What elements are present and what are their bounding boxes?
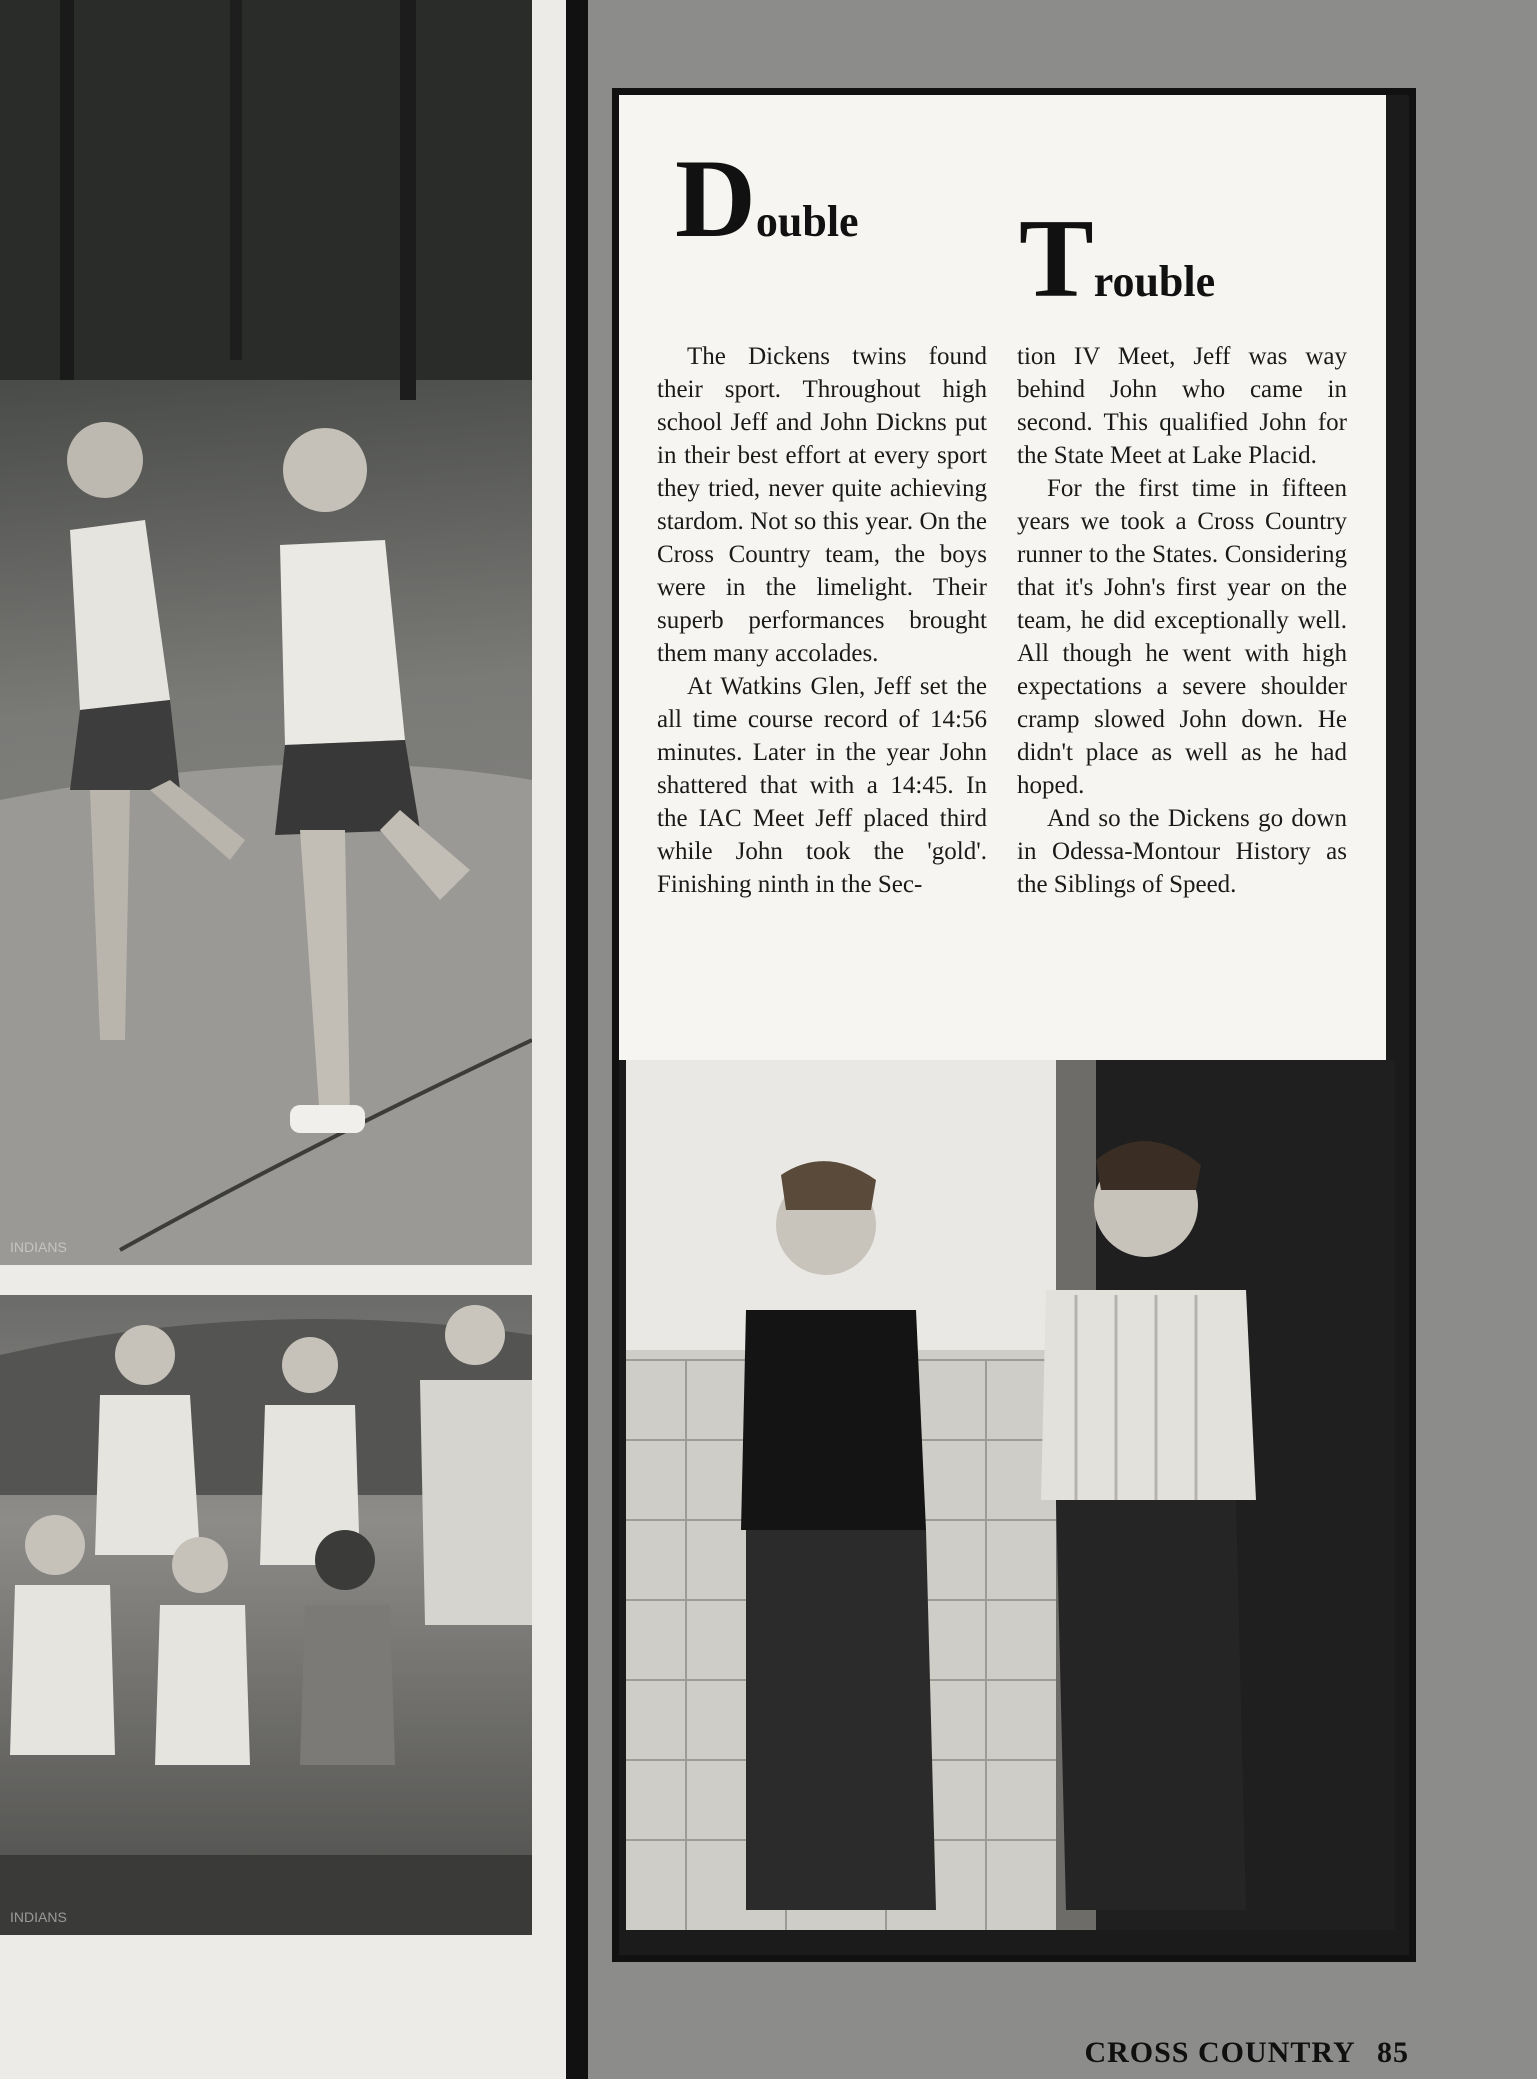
runners-photo [0,0,532,1265]
page-footer [1084,2036,1409,2070]
article-column-2 [1017,340,1347,901]
twins-illustration [626,1060,1395,1930]
team-shirt-text: INDIANS [10,1909,67,1925]
paragraph: The Dickens twins found their sport. Throughout high school Jeff and John Dickns put in their best effort at every sport they tried, never quite achieving stardom. Not so this year. On the Cross Country team, the boys were in the limelight. Their superb performances brought them many accolades. [657,343,987,667]
left-photo-column [0,0,566,2079]
article-column-1 [657,340,987,901]
footer-page-number: 85 [1377,2036,1409,2069]
team-illustration [0,1295,532,1935]
paragraph: tion IV Meet, Jeff was way behind John who came in second. This qualified John for the State Meet at Lake Placid. [1017,343,1347,469]
twins-photo [626,1060,1395,1930]
title-rest-ouble: ouble [755,197,859,246]
paragraph: And so the Dickens go down in Odessa-Montour History as the Siblings of Speed. [1017,805,1347,898]
title-initial-t: T [1019,197,1094,321]
title-initial-d: D [675,137,756,261]
paragraph: At Watkins Glen, Jeff set the all time course record of 14:56 minutes. Later in the year John shattered that with a 14:45. In the IAC Meet Jeff placed third while John took the 'gold'. Finishing ninth in the Sec- [657,673,987,898]
title-rest-rouble: rouble [1093,257,1216,306]
paragraph: For the first time in fifteen years we took a Cross Country runner to the States. Considering that it's John's first year on the team, he did exceptionally well. All though he went with high expectations a severe shoulder cramp slowed John down. He didn't place as well as he had hoped. [1017,475,1347,799]
column-divider [566,0,588,2079]
title-word-trouble [1019,197,1216,321]
article-box [619,95,1386,1060]
runners-shirt-text: INDIANS [10,1239,67,1255]
title-word-double [675,137,859,261]
team-photo [0,1295,532,1935]
runners-illustration [0,0,532,1265]
footer-section: CROSS COUNTRY [1084,2036,1355,2069]
